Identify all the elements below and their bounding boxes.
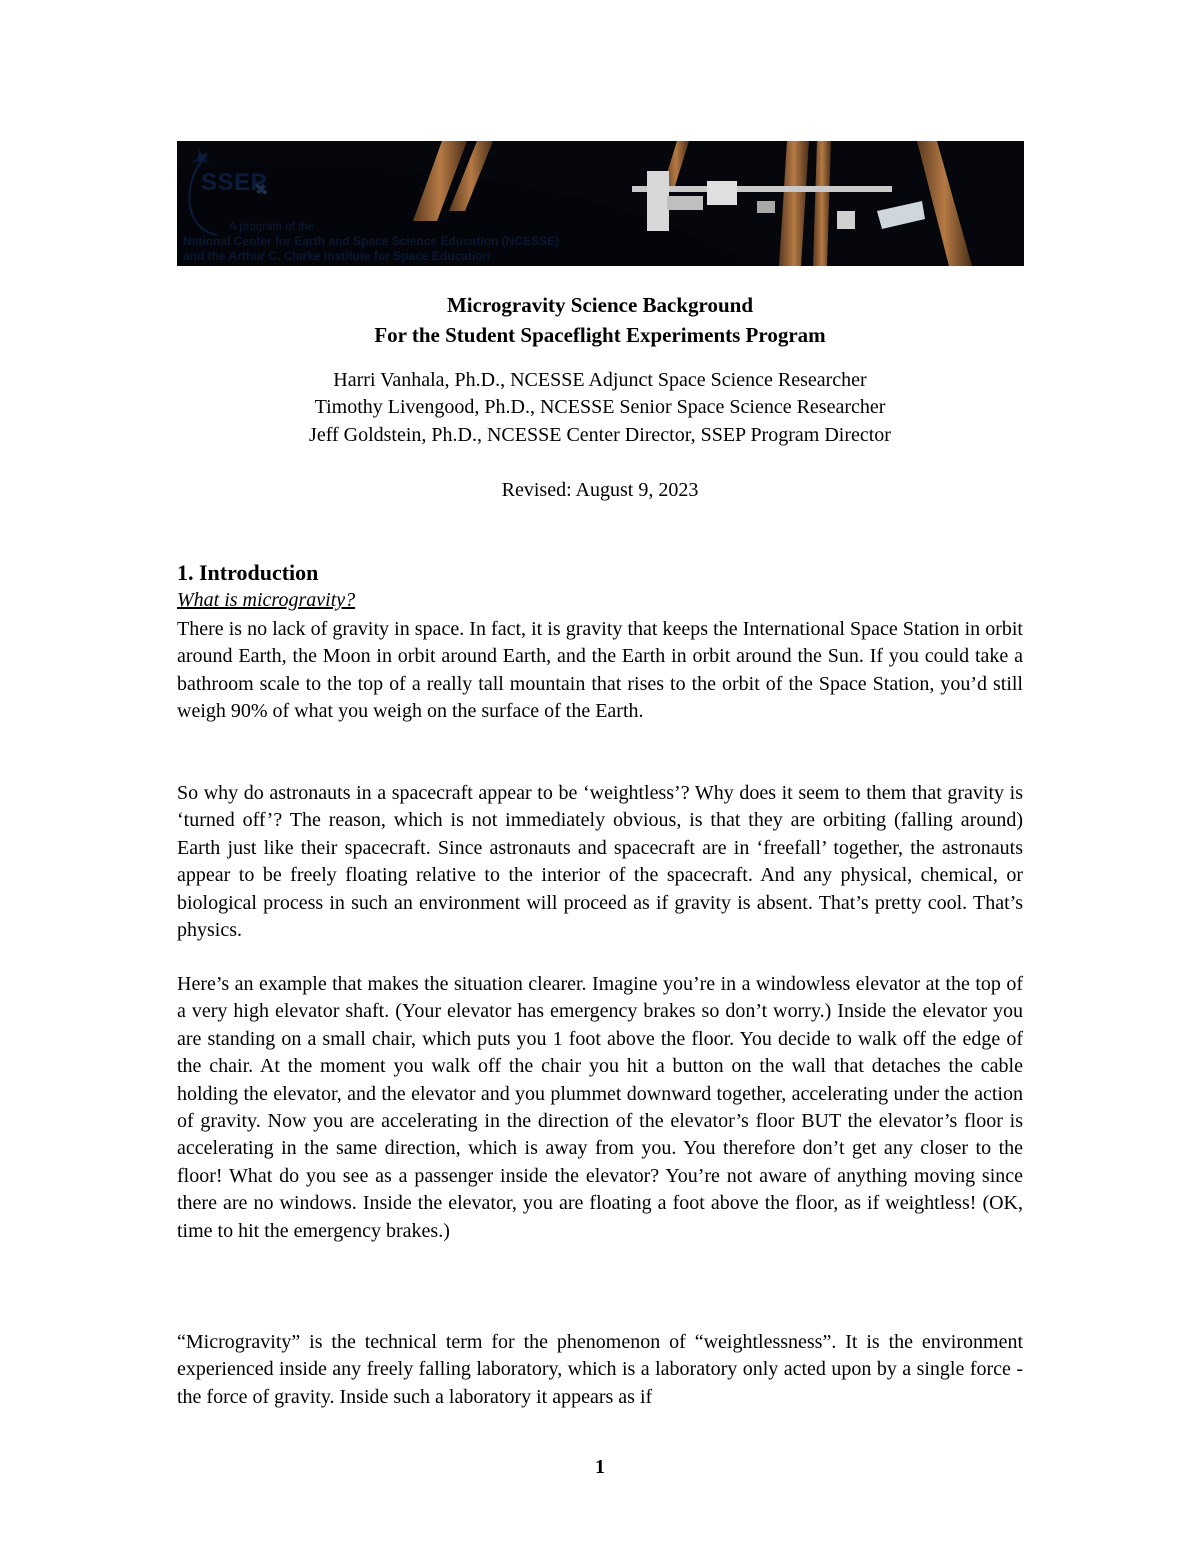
paragraph: “Microgravity” is the technical term for the phenomenon of “weightlessness”. It is the environment experienced inside any freely falling laboratory, which is a laboratory only acted upon by a single force - the force of gravity. Inside such a laboratory it appears as if [177, 1331, 1023, 1408]
paragraph: There is no lack of gravity in space. In fact, it is gravity that keeps the International Space Station in orbit around Earth, the Moon in orbit around Earth, and the Earth in orbit around the Sun. If you could take a bathroom scale to the top of a really tall mountain that rises to the orbit of the Space Station, you’d still weigh 90% of what you weigh on the surface of the Earth. [177, 618, 1023, 723]
author-line: Timothy Livengood, Ph.D., NCESSE Senior Space Science Researcher [314, 396, 886, 418]
banner-organization: National Center for Earth and Space Science Education (NCESSE) [183, 234, 560, 248]
section-heading: 1. Introduction [177, 560, 319, 585]
author-line: Jeff Goldstein, Ph.D., NCESSE Center Director, SSEP Program Director [309, 424, 891, 446]
paragraph: So why do astronauts in a spacecraft appear to be ‘weightless’? Why does it seem to them that gravity is ‘turned off’? The reason, which is not immediately obvious, is that they are orbiting (falling around) Earth just like their spacecraft. Since astronauts and spacecraft are in ‘freefall’ together, the astronauts appear to be freely floating relative to the interior of the spacecraft. And any physical, chemical, or biological process in such an environment will proceed as if gravity is absent. That’s pretty cool. That’s physics. [177, 782, 1023, 942]
revision-date: Revised: August 9, 2023 [501, 479, 699, 501]
document-subtitle: For the Student Spaceflight Experiments Program [374, 323, 826, 347]
paragraph: Here’s an example that makes the situation clearer. Imagine you’re in a windowless elevator at the top of a very high elevator shaft. (Your elevator has emergency brakes so don’t worry.) Inside the elevator you are standing on a small chair, which puts you 1 foot above the floor. You decide to walk off the edge of the chair. At the moment you walk off the chair you hit a button on the wall that detaches the cable holding the elevator, and the elevator and you plummet downward together, accelerating under the action of gravity. Now you are accelerating in the direction of the elevator’s floor BUT the elevator’s floor is accelerating in the same direction, which is away from you. You therefore don’t get any closer to the floor! What do you see as a passenger inside the elevator? You’re not aware of anything moving since there are no windows. Inside the elevator, you are floating a foot above the floor, as if weightless! (OK, time to hit the emergency brakes.) [177, 973, 1023, 1242]
banner-institute: and the Arthur C. Clarke Institute for Space Education [183, 249, 490, 263]
banner-tagline: A program of the [229, 221, 315, 233]
document-title: Microgravity Science Background [446, 293, 754, 317]
ssep-logo: SSEP [201, 169, 268, 196]
header-banner [177, 141, 1024, 266]
section-subheading: What is microgravity? [177, 589, 356, 611]
author-line: Harri Vanhala, Ph.D., NCESSE Adjunct Space Science Researcher [333, 369, 867, 391]
page-number: 1 [595, 1456, 605, 1478]
